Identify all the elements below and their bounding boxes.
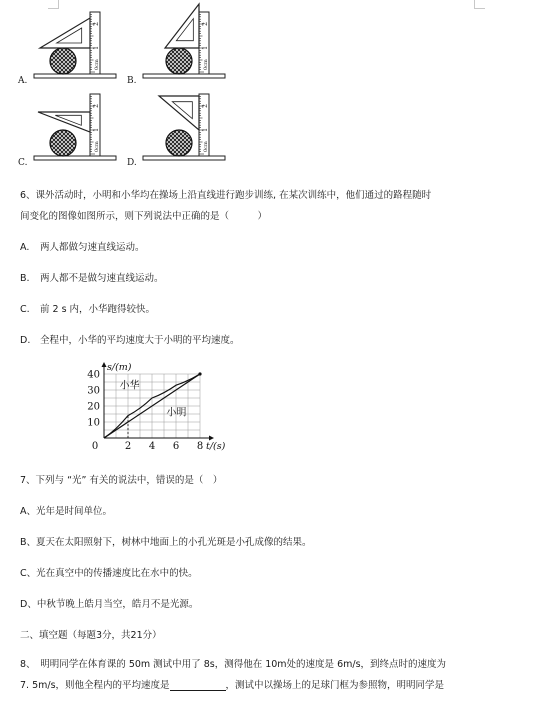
option-text: 两人都不是做匀速直线运动。 bbox=[40, 273, 164, 284]
page-corner-mark bbox=[474, 0, 485, 9]
ruler-tick-label: 2 bbox=[93, 22, 100, 26]
option-key: B. bbox=[20, 273, 30, 284]
ruler-ball-figure bbox=[30, 92, 120, 167]
ruler-ball-figure bbox=[30, 10, 120, 85]
q6-option-b bbox=[20, 270, 164, 284]
ruler-tick-label: 2 bbox=[202, 104, 209, 108]
x-axis-label: t/(s) bbox=[206, 441, 226, 452]
section-title: 二、填空题（每题3分，共21分） bbox=[20, 630, 162, 641]
option-text: 两人都做匀速直线运动。 bbox=[40, 242, 145, 253]
series-label: 小明 bbox=[166, 407, 187, 419]
base-plate bbox=[34, 156, 116, 160]
y-axis-arrow bbox=[102, 362, 107, 367]
q8-line2 bbox=[20, 677, 444, 691]
x-axis-arrow bbox=[209, 436, 214, 441]
ruler-tick-label: 1 bbox=[93, 46, 100, 50]
y-axis-label: s/(m) bbox=[107, 362, 132, 373]
figure-label: A. bbox=[18, 76, 28, 86]
ball bbox=[166, 48, 192, 74]
option-key: C. bbox=[20, 304, 30, 315]
q6-option-a bbox=[20, 239, 145, 253]
q8-line2-post: ，测试中以操场上的足球门框为参照物，明明同学是 bbox=[225, 680, 445, 691]
q6-stem-line1: 6、课外活动时，小明和小华均在操场上沿直线进行跑步训练, 在某次训练中，他们通过的路程随时 bbox=[20, 190, 432, 201]
option-text: 全程中，小华的平均速度大于小明的平均速度。 bbox=[40, 335, 240, 346]
q7-stem: 7、下列与 “光” 有关的说法中，错误的是（ ） bbox=[20, 475, 223, 486]
ball bbox=[50, 130, 76, 156]
ball bbox=[166, 130, 192, 156]
q8-line1: 8、 明明同学在体育课的 50m 测试中用了 8s，测得他在 10m处的速度是 6m/s，到终点时的速度为 bbox=[20, 659, 447, 670]
option-text: 前 2 s 内，小华跑得较快。 bbox=[40, 304, 156, 315]
figure-label: C. bbox=[18, 158, 28, 168]
set-square bbox=[40, 18, 90, 48]
ruler-ball-figure bbox=[139, 10, 229, 85]
figure-label: D. bbox=[127, 158, 137, 168]
q8-line2-pre: 7. 5m/s，则他全程内的平均速度是 bbox=[20, 680, 170, 691]
ruler-tick-label: 2 bbox=[93, 104, 100, 108]
answer-blank[interactable] bbox=[170, 680, 226, 691]
q7-option-b: B、夏天在太阳照射下，树林中地面上的小孔光斑是小孔成像的结果。 bbox=[20, 537, 312, 548]
y-tick-label: 40 bbox=[87, 369, 100, 381]
ruler-ball-figure bbox=[139, 92, 229, 167]
base-plate bbox=[143, 156, 225, 160]
series-label: 小华 bbox=[119, 380, 140, 392]
ruler-tick-label: 2 bbox=[202, 22, 209, 26]
y-tick-label: 30 bbox=[87, 385, 100, 397]
x-tick-label: 0 bbox=[91, 441, 99, 452]
ruler-tick-label: 1 bbox=[202, 46, 209, 50]
q7-option-d: D、中秋节晚上皓月当空，皓月不是光源。 bbox=[20, 599, 199, 610]
ruler-tick-label: 0cm bbox=[94, 59, 100, 70]
x-tick-label: 6 bbox=[172, 441, 180, 452]
x-tick-label: 8 bbox=[196, 441, 204, 452]
ruler-tick-label: 0cm bbox=[203, 141, 209, 152]
base-plate bbox=[34, 74, 116, 78]
ruler-tick-label: 1 bbox=[202, 128, 209, 132]
q6-option-c bbox=[20, 301, 155, 315]
option-key: D. bbox=[20, 335, 31, 346]
option-key: A. bbox=[20, 242, 30, 253]
figure-label: B. bbox=[127, 76, 137, 86]
y-tick-label: 20 bbox=[87, 401, 100, 413]
ruler-tick-label: 0cm bbox=[203, 59, 209, 70]
q6-option-d bbox=[20, 332, 240, 346]
set-square bbox=[159, 96, 199, 130]
set-square bbox=[165, 4, 199, 48]
q6-stem-line2: 间变化的图像如图所示，则下列说法中正确的是（ ） bbox=[20, 211, 268, 222]
ruler-tick-label: 0cm bbox=[94, 141, 100, 152]
end-point bbox=[198, 372, 201, 375]
ball bbox=[50, 48, 76, 74]
x-tick-label: 4 bbox=[148, 441, 156, 452]
ruler-tick-label: 1 bbox=[93, 128, 100, 132]
distance-time-chart bbox=[72, 356, 226, 452]
base-plate bbox=[143, 74, 225, 78]
x-tick-label: 2 bbox=[124, 441, 132, 452]
page-corner-mark bbox=[48, 0, 59, 9]
q7-option-c: C、光在真空中的传播速度比在水中的快。 bbox=[20, 568, 198, 579]
y-tick-label: 10 bbox=[87, 417, 100, 429]
q7-option-a: A、光年是时间单位。 bbox=[20, 506, 112, 517]
